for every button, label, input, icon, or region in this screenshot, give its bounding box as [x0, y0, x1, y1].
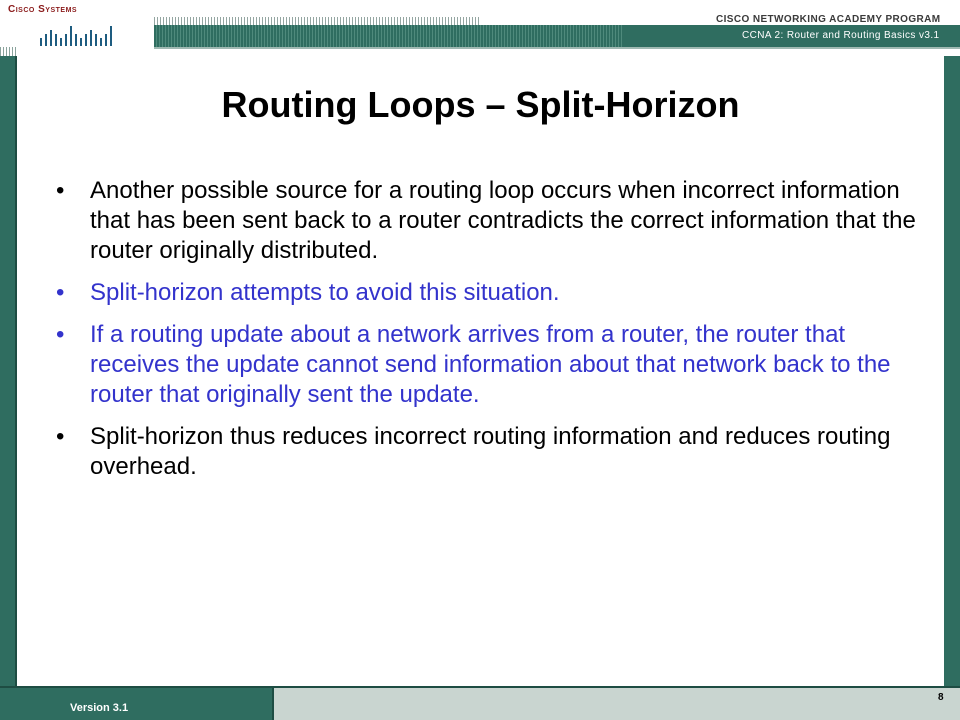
bullet-text: Split-horizon attempts to avoid this situation.: [90, 279, 560, 306]
slide-title: Routing Loops – Split-Horizon: [221, 84, 740, 125]
bullet-dot: •: [56, 177, 65, 204]
left-side-bar-edge: [15, 56, 17, 686]
bullet-text: Split-horizon thus reduces incorrect routing information and reduces routing overhead.: [90, 423, 891, 480]
right-side-bar: [944, 56, 960, 686]
version-label: Version 3.1: [70, 702, 129, 714]
cisco-logo-text: Cisco Systems: [8, 4, 78, 15]
header-band-pattern: [154, 25, 624, 47]
header-dot-pattern: [154, 17, 480, 25]
page-number: 8: [938, 692, 944, 703]
bullet-dot: •: [56, 321, 65, 348]
bullet-list: [52, 176, 932, 494]
bullet-item: [52, 278, 932, 308]
bullet-text: Another possible source for a routing loop occurs when incorrect information that has been sent back to a router contradicts the correct information that the router originally distributed.: [90, 177, 916, 264]
bullet-dot: •: [56, 279, 65, 306]
footer-right-panel: [272, 686, 960, 720]
bullet-item: [52, 422, 932, 482]
bullet-text: If a routing update about a network arrives from a router, the router that receives the update cannot send information about that network back to the router that originally sent the update.: [90, 321, 891, 408]
slide-header: [0, 0, 960, 56]
footer-left-panel: [0, 686, 272, 720]
academy-program-title: CISCO NETWORKING ACADEMY PROGRAM: [716, 14, 941, 25]
bullet-item: [52, 320, 932, 410]
cisco-bridge-icon: [38, 20, 118, 46]
bullet-item: [52, 176, 932, 266]
course-title: CCNA 2: Router and Routing Basics v3.1: [742, 30, 940, 41]
bullet-dot: •: [56, 423, 65, 450]
header-divider: [154, 47, 960, 49]
cisco-logo: [8, 4, 120, 46]
